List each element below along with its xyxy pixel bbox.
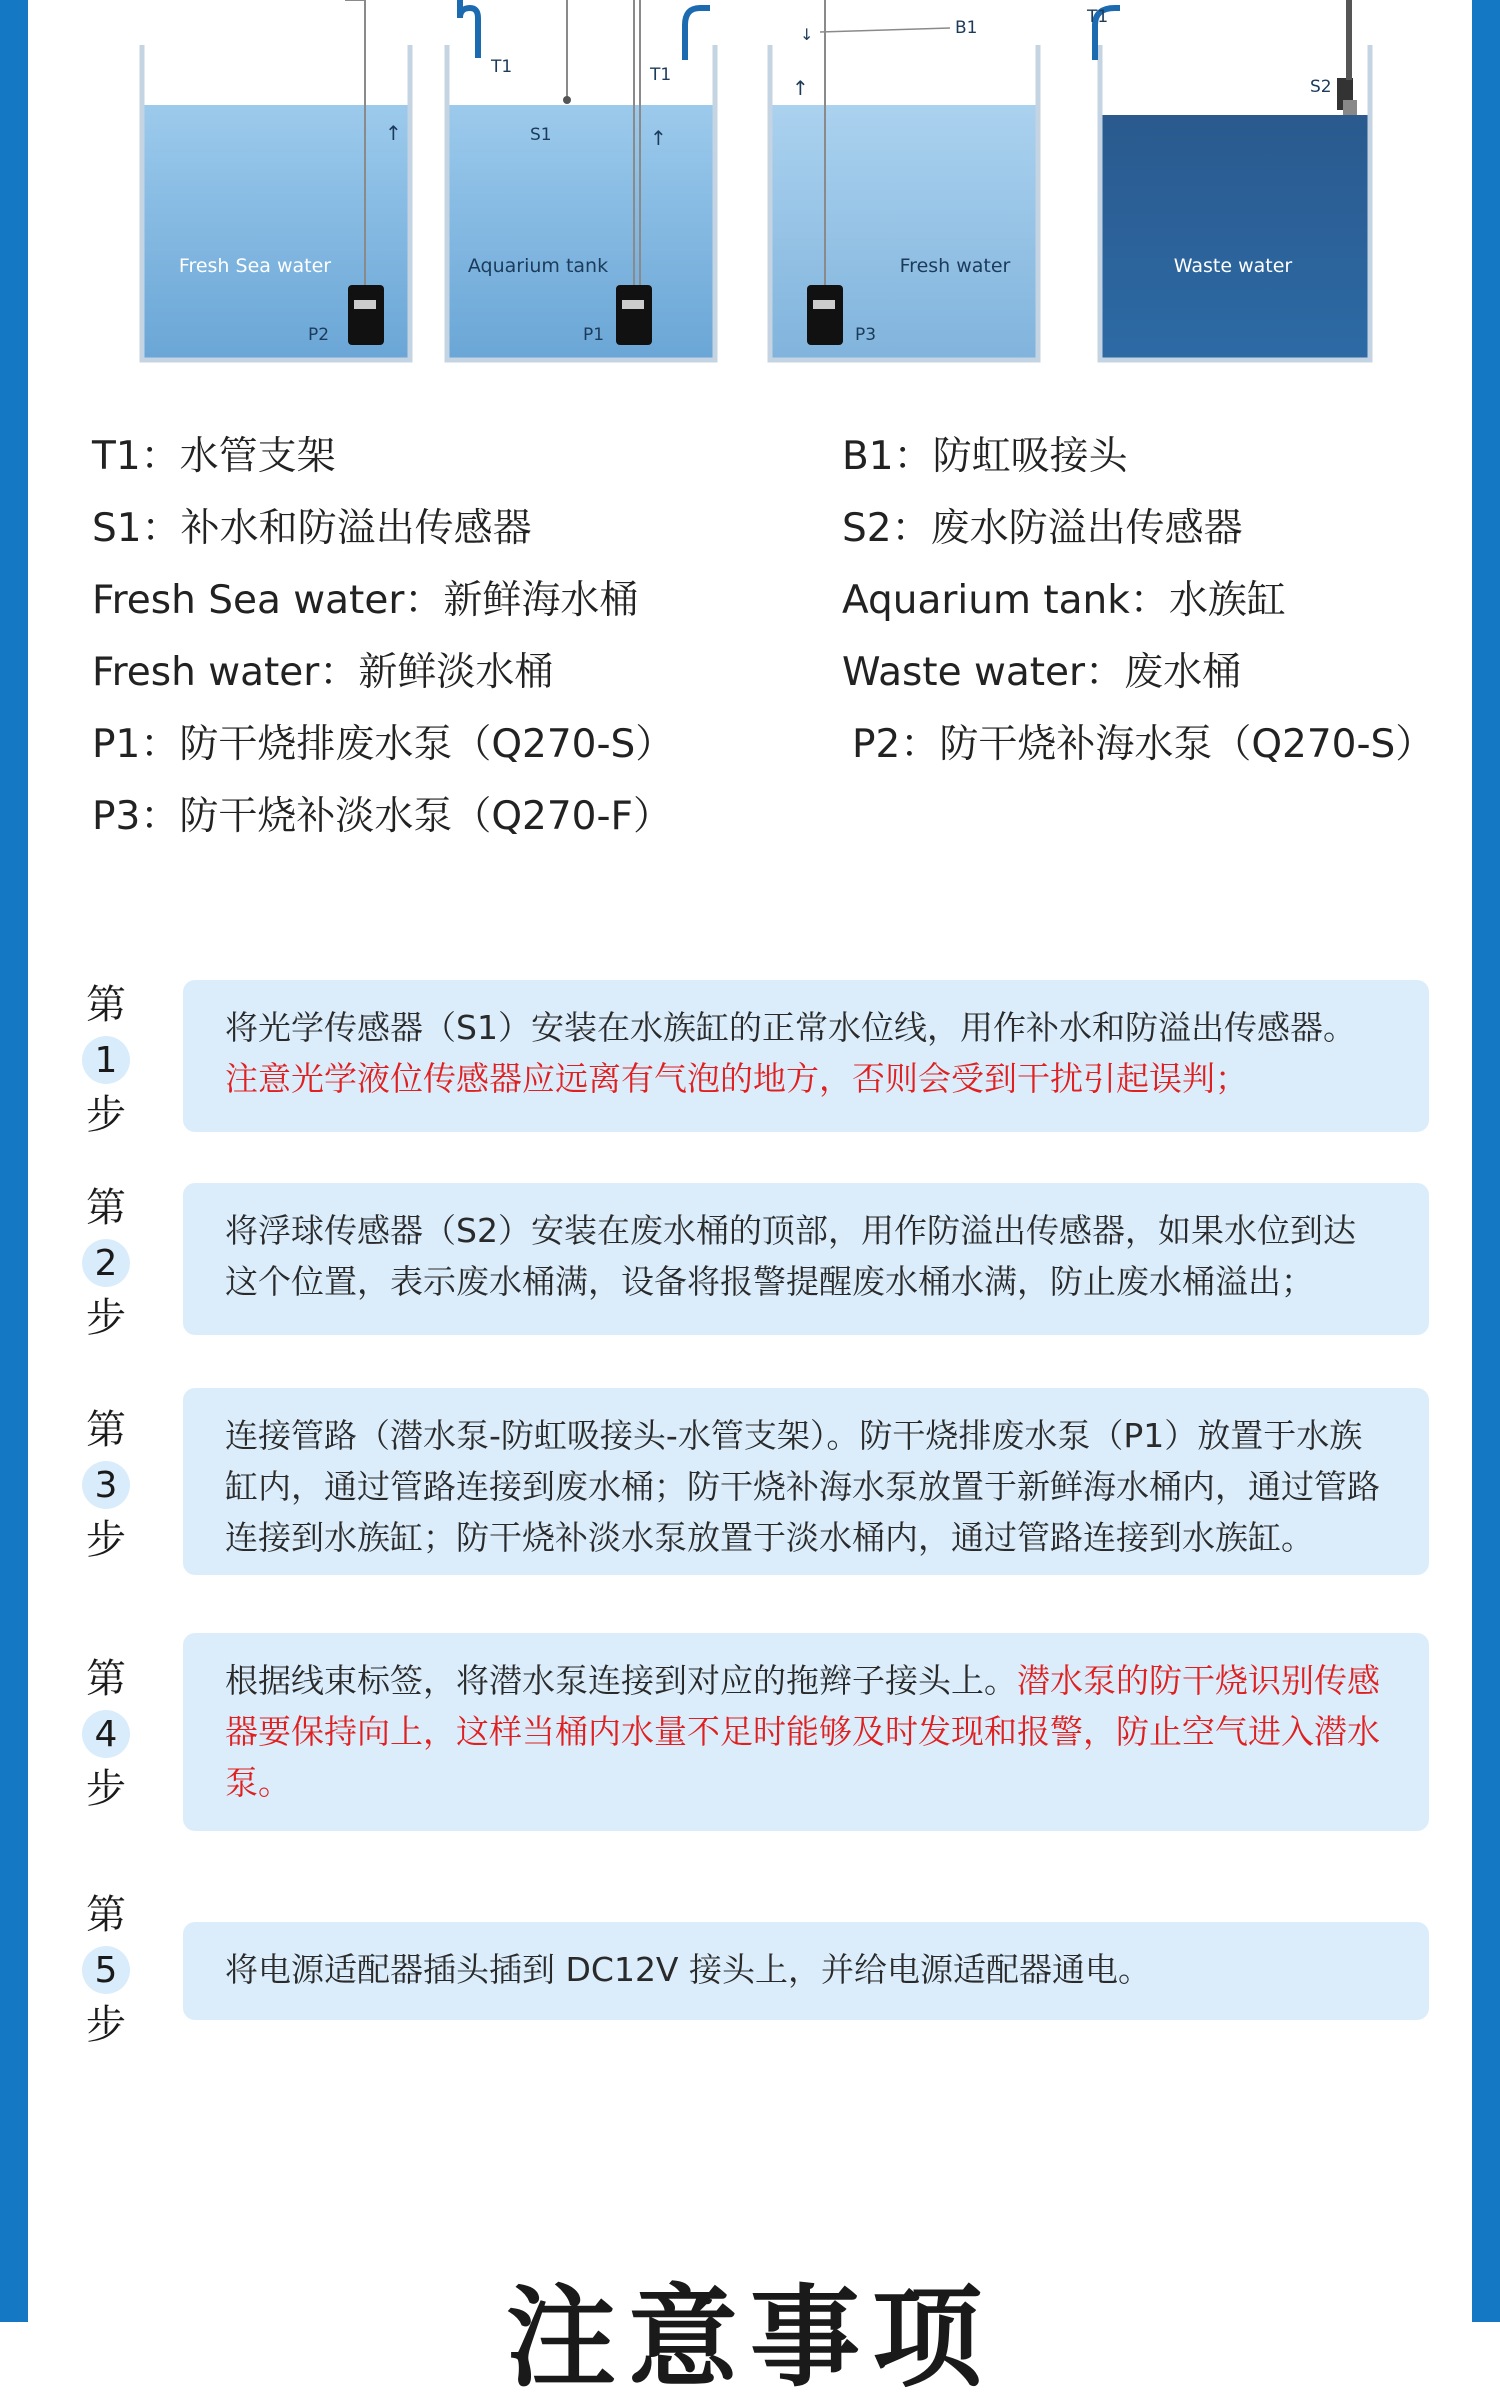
step-4-post: 步 — [86, 1766, 126, 1812]
legend-p1: P1：防干烧排废水泵（Q270-S） — [92, 722, 675, 767]
step-5-post: 步 — [86, 2002, 126, 2048]
svg-text:↓: ↓ — [800, 25, 814, 44]
label-s1: S1 — [530, 125, 552, 145]
step-2-pre: 第 — [86, 1185, 126, 1231]
legend-b1: B1：防虹吸接头 — [842, 434, 1128, 479]
step-5-label — [78, 1892, 134, 2048]
step-4-label — [78, 1656, 134, 1812]
aquarium-tank — [447, 0, 715, 360]
step-1-label — [78, 982, 134, 1138]
pump-p2-icon — [348, 285, 384, 345]
label-t1-c: T1 — [1087, 7, 1109, 27]
step-1-number: 1 — [82, 1036, 130, 1084]
float-sensor-s2-icon — [1337, 0, 1357, 115]
step-1-post: 步 — [86, 1092, 126, 1138]
step-2-text: 将浮球传感器（S2）安装在废水桶的顶部，用作防溢出传感器，如果水位到达这个位置，表示废水桶满，设备将报警提醒废水桶水满，防止废水桶溢出； — [225, 1211, 1356, 1301]
step-2-box — [183, 1183, 1429, 1335]
step-2-post: 步 — [86, 1295, 126, 1341]
step-4-warning: 潜水泵的防干烧识别传感器要保持向上，这样当桶内水量不足时能够及时发现和报警，防止空气进入潜水泵。 — [225, 1661, 1380, 1802]
label-t1-b: T1 — [650, 65, 672, 85]
step-2-label — [78, 1185, 134, 1341]
step-3-number: 3 — [82, 1461, 130, 1509]
tank-label-fresh: Fresh water — [899, 255, 1011, 277]
step-1-warning: 注意光学液位传感器应远离有气泡的地方，否则会受到干扰引起误判； — [225, 1059, 1248, 1098]
tank-label-aquarium: Aquarium tank — [467, 255, 609, 277]
step-4-box — [183, 1633, 1429, 1831]
step-4-pre: 第 — [86, 1656, 126, 1702]
step-1-text: 将光学传感器（S1）安装在水族缸的正常水位线，用作补水和防溢出传感器。 — [225, 1008, 1356, 1047]
legend-fresh-sea: Fresh Sea water：新鲜海水桶 — [92, 578, 639, 623]
label-t1-a: T1 — [491, 57, 513, 77]
legend-t1: T1：水管支架 — [92, 434, 336, 479]
step-4-number: 4 — [82, 1710, 130, 1758]
step-1-box — [183, 980, 1429, 1132]
label-p3: P3 — [855, 325, 877, 345]
step-3-label — [78, 1407, 134, 1563]
legend-waste: Waste water：废水桶 — [842, 650, 1242, 695]
step-5-number: 5 — [82, 1946, 130, 1994]
svg-text:↑: ↑ — [650, 126, 667, 150]
legend-aquarium: Aquarium tank：水族缸 — [842, 578, 1286, 623]
step-1-pre: 第 — [86, 982, 126, 1028]
step-5-box — [183, 1922, 1429, 2020]
optical-sensor-s1-icon — [563, 0, 571, 104]
step-3-pre: 第 — [86, 1407, 126, 1453]
label-p2: P2 — [308, 325, 330, 345]
legend-fresh: Fresh water：新鲜淡水桶 — [92, 650, 554, 695]
pump-p1-icon — [616, 285, 652, 345]
legend-s2: S2：废水防溢出传感器 — [842, 506, 1243, 551]
label-s2: S2 — [1310, 77, 1332, 97]
step-4-text: 根据线束标签，将潜水泵连接到对应的拖辫子接头上。 — [225, 1661, 1017, 1700]
setup-diagram — [120, 0, 1400, 370]
svg-text:↑: ↑ — [385, 121, 402, 145]
pump-p3-icon — [807, 285, 843, 345]
notice-title: 注意事项 — [506, 2274, 994, 2402]
svg-text:↑: ↑ — [792, 76, 809, 100]
tank-label-waste: Waste water — [1173, 255, 1293, 277]
step-2-number: 2 — [82, 1239, 130, 1287]
tank-label-fresh-sea: Fresh Sea water — [178, 255, 332, 277]
step-3-text: 连接管路（潜水泵-防虹吸接头-水管支架）。防干烧排废水泵（P1）放置于水族缸内，通过管路连接到废水桶；防干烧补海水泵放置于新鲜海水桶内，通过管路连接到水族缸；防干烧补淡水泵放置于淡水桶内，通过管路连接到水族缸。 — [225, 1416, 1380, 1557]
fresh-sea-water-tank — [142, 0, 410, 360]
step-3-box — [183, 1388, 1429, 1575]
legend-s1: S1：补水和防溢出传感器 — [92, 506, 532, 551]
label-b1: B1 — [955, 18, 978, 38]
label-p1: P1 — [583, 325, 605, 345]
right-border-bar — [1472, 0, 1500, 2322]
legend-p3: P3：防干烧补淡水泵（Q270-F） — [92, 794, 672, 839]
step-5-pre: 第 — [86, 1892, 126, 1938]
step-5-text: 将电源适配器插头插到 DC12V 接头上，并给电源适配器通电。 — [225, 1950, 1151, 1989]
fresh-water-tank — [770, 0, 1038, 360]
waste-water-tank — [1086, 0, 1370, 360]
legend-p2: P2：防干烧补海水泵（Q270-S） — [852, 722, 1435, 767]
step-3-post: 步 — [86, 1517, 126, 1563]
left-border-bar — [0, 0, 28, 2322]
